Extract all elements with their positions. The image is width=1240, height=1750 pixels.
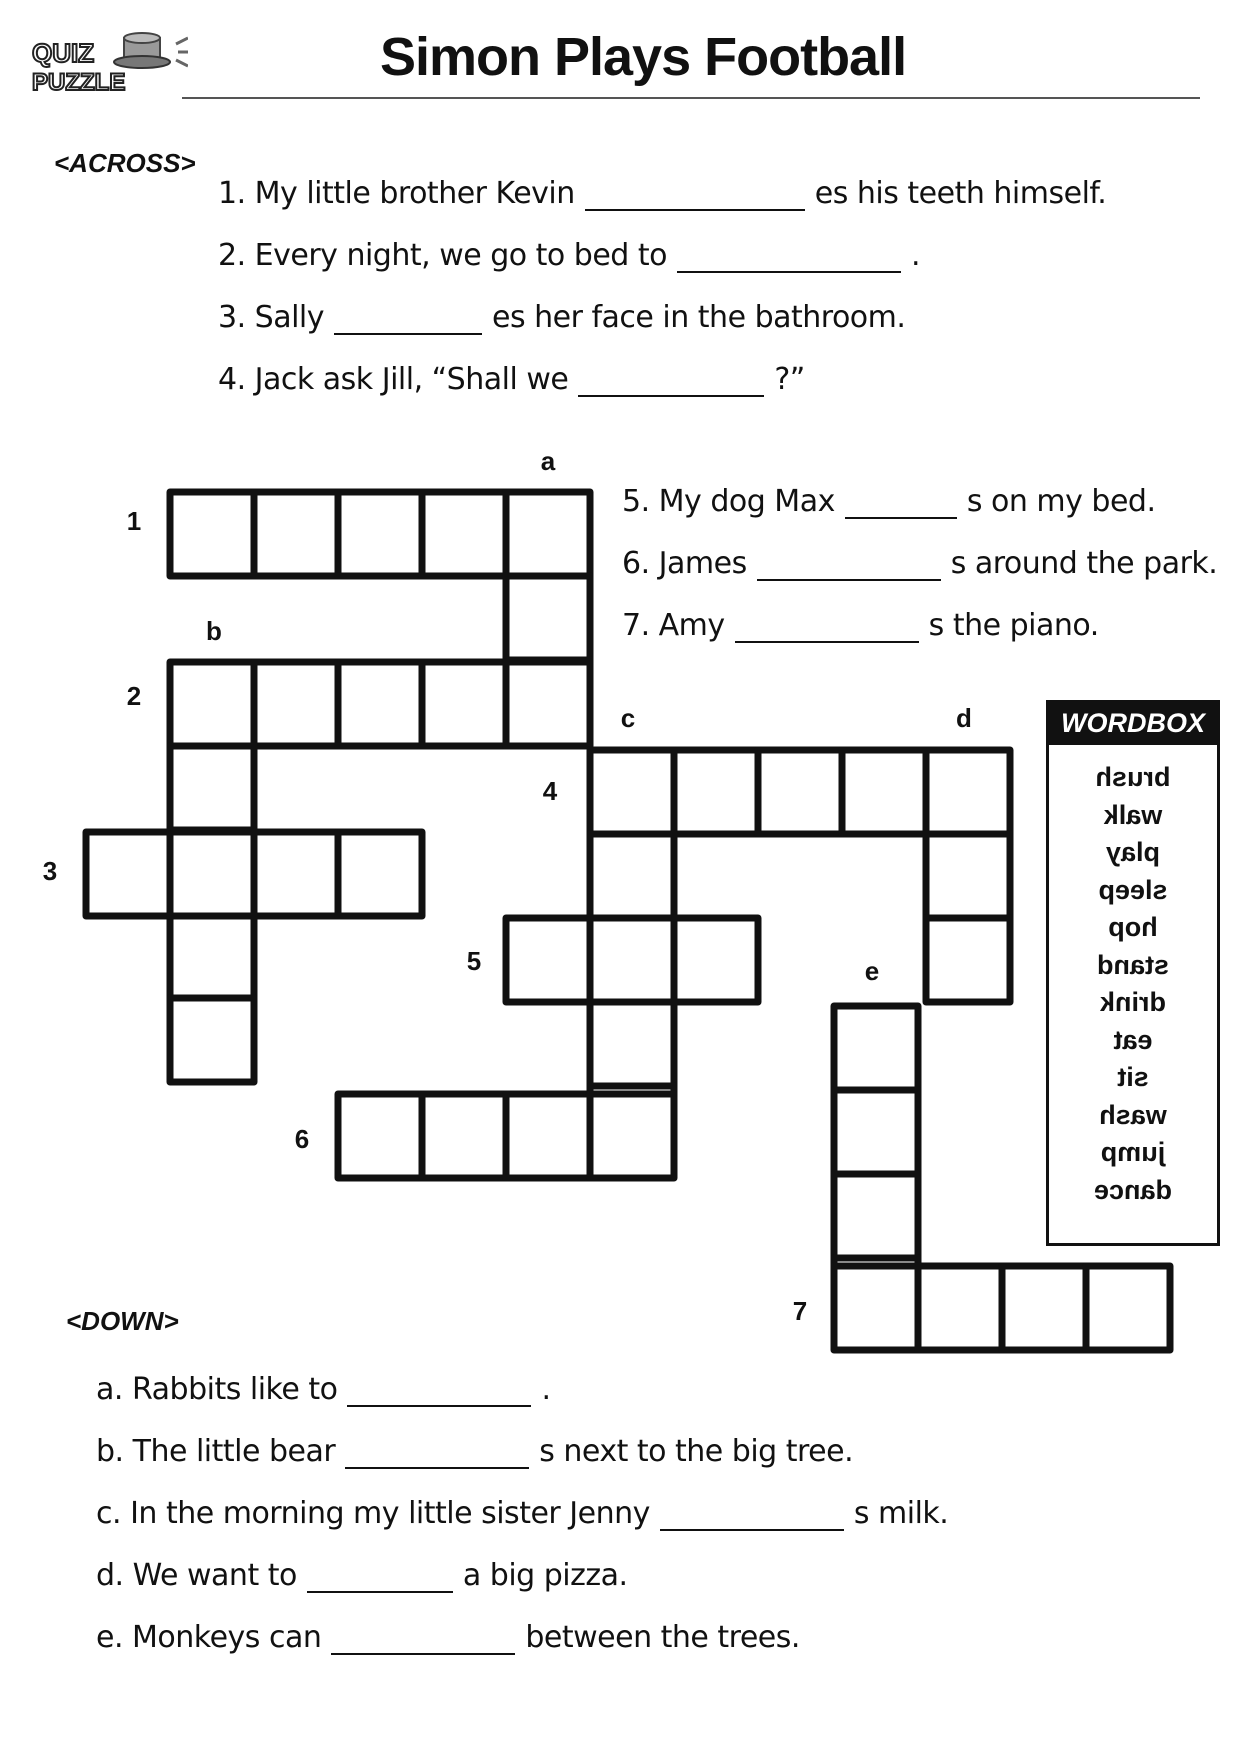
crossword-cell[interactable] xyxy=(590,1002,674,1086)
crossword-cell[interactable] xyxy=(926,918,1010,1002)
down-letter-label: a xyxy=(540,446,556,476)
clue-text: . xyxy=(541,1372,551,1407)
crossword-cell[interactable] xyxy=(170,914,254,998)
clue-text: 6. James xyxy=(622,546,747,581)
clue-text: 2. Every night, we go to bed to xyxy=(218,238,668,273)
crossword-cell[interactable] xyxy=(506,576,590,660)
clue-text: e. Monkeys can xyxy=(96,1620,322,1655)
crossword-cell[interactable] xyxy=(1086,1266,1170,1350)
clue-text: 4. Jack ask Jill, “Shall we xyxy=(218,362,569,397)
down-clue-e xyxy=(96,1620,800,1655)
logo-line2: PUZZLE xyxy=(32,69,126,96)
answer-blank[interactable] xyxy=(331,1620,515,1655)
wordbox-word: hop xyxy=(1108,912,1158,942)
clue-text: ?” xyxy=(774,362,805,397)
wordbox-word: stand xyxy=(1097,949,1170,980)
clue-text: s milk. xyxy=(853,1496,949,1531)
clue-text: b. The little bear xyxy=(96,1434,336,1469)
crossword-cell[interactable] xyxy=(674,750,758,834)
down-clue-b xyxy=(96,1434,853,1469)
crossword-cell[interactable] xyxy=(918,1266,1002,1350)
down-clue-a xyxy=(96,1372,551,1407)
clue-text: . xyxy=(911,238,921,273)
crossword-cell[interactable] xyxy=(842,750,926,834)
crossword-cell[interactable] xyxy=(590,834,674,918)
crossword-cell[interactable] xyxy=(422,662,506,746)
crossword-cell[interactable] xyxy=(590,750,674,834)
crossword-cell[interactable] xyxy=(338,1094,422,1178)
crossword-cell[interactable] xyxy=(338,832,422,916)
down-letter-label: d xyxy=(956,703,972,733)
logo-line1: QUIZ xyxy=(32,38,95,68)
down-letter-label: e xyxy=(864,956,880,986)
crossword-cell[interactable] xyxy=(834,1090,918,1174)
clue-text: a big pizza. xyxy=(462,1558,628,1593)
crossword-cell[interactable] xyxy=(254,832,338,916)
across-number-label: 6 xyxy=(294,1124,310,1154)
clue-text: 5. My dog Max xyxy=(622,484,835,519)
crossword-cell[interactable] xyxy=(254,662,338,746)
crossword-cell[interactable] xyxy=(834,1006,918,1090)
clue-text: s around the park. xyxy=(950,546,1218,581)
clue-text: s the piano. xyxy=(928,608,1099,643)
clue-text: 7. Amy xyxy=(622,608,725,643)
clue-text: es his teeth himself. xyxy=(814,176,1107,211)
clue-text: d. We want to xyxy=(96,1558,297,1593)
answer-blank[interactable] xyxy=(347,1372,531,1407)
clue-text: between the trees. xyxy=(525,1620,800,1655)
across-number-label: 5 xyxy=(466,946,482,976)
crossword-cell[interactable] xyxy=(590,918,674,1002)
crossword-cell[interactable] xyxy=(338,662,422,746)
across-heading: <ACROSS> xyxy=(54,148,196,178)
wordbox-list xyxy=(1049,759,1217,1209)
down-clue-c xyxy=(96,1496,948,1531)
page-title: Simon Plays Football xyxy=(380,27,907,87)
crossword-cell[interactable] xyxy=(86,832,170,916)
wordbox-word: sit xyxy=(1117,1062,1149,1092)
answer-blank[interactable] xyxy=(307,1558,453,1593)
across-number-label: 4 xyxy=(542,776,558,806)
crossword-cell[interactable] xyxy=(338,492,422,576)
wordbox-word: jump xyxy=(1100,1137,1166,1167)
across-number-label: 7 xyxy=(792,1296,808,1326)
down-letter-label: b xyxy=(206,616,222,646)
crossword-cell[interactable] xyxy=(422,1094,506,1178)
answer-blank[interactable] xyxy=(345,1434,529,1469)
wordbox-word: eat xyxy=(1113,1024,1153,1055)
clue-text: a. Rabbits like to xyxy=(96,1372,338,1407)
crossword-cell[interactable] xyxy=(506,1094,590,1178)
across-number-label: 1 xyxy=(126,506,142,536)
wordbox-word: dance xyxy=(1093,1174,1173,1205)
wordbox-word: drink xyxy=(1100,987,1167,1017)
across-number-label: 3 xyxy=(42,856,58,886)
wordbox-word: brush xyxy=(1095,762,1171,792)
crossword-cell[interactable] xyxy=(834,1266,918,1350)
crossword-cell[interactable] xyxy=(834,1174,918,1258)
down-clue-d xyxy=(96,1558,628,1593)
crossword-cell[interactable] xyxy=(590,1094,674,1178)
crossword-cell[interactable] xyxy=(170,662,254,746)
wordbox-word: wash xyxy=(1099,1099,1167,1130)
crossword-cell[interactable] xyxy=(506,918,590,1002)
crossword-cell[interactable] xyxy=(674,918,758,1002)
wordbox xyxy=(1046,700,1220,1246)
wordbox-word: sleep xyxy=(1098,874,1168,905)
wordbox-word: play xyxy=(1105,837,1161,867)
crossword-cell[interactable] xyxy=(422,492,506,576)
clue-text: s on my bed. xyxy=(966,484,1156,519)
wordbox-heading: WORDBOX xyxy=(1049,703,1217,745)
wordbox-word: walk xyxy=(1103,799,1163,830)
crossword-cell[interactable] xyxy=(170,998,254,1082)
crossword-cell[interactable] xyxy=(926,750,1010,834)
down-heading: <DOWN> xyxy=(66,1306,179,1336)
clue-text: 3. Sally xyxy=(218,300,325,335)
clue-text: 1. My little brother Kevin xyxy=(218,176,575,211)
crossword-cell[interactable] xyxy=(170,832,254,916)
answer-blank[interactable] xyxy=(660,1496,844,1531)
across-number-label: 2 xyxy=(126,681,142,711)
crossword-cell[interactable] xyxy=(170,492,254,576)
clue-text: es her face in the bathroom. xyxy=(492,300,906,335)
crossword-cell[interactable] xyxy=(170,746,254,830)
down-letter-label: c xyxy=(620,703,636,733)
clue-text: s next to the big tree. xyxy=(539,1434,854,1469)
clue-text: c. In the morning my little sister Jenny xyxy=(96,1496,650,1531)
crossword-cell[interactable] xyxy=(1002,1266,1086,1350)
crossword-cell[interactable] xyxy=(926,834,1010,918)
crossword-cell[interactable] xyxy=(254,492,338,576)
crossword-cell[interactable] xyxy=(506,492,590,576)
crossword-cell[interactable] xyxy=(506,662,590,746)
crossword-cell[interactable] xyxy=(758,750,842,834)
